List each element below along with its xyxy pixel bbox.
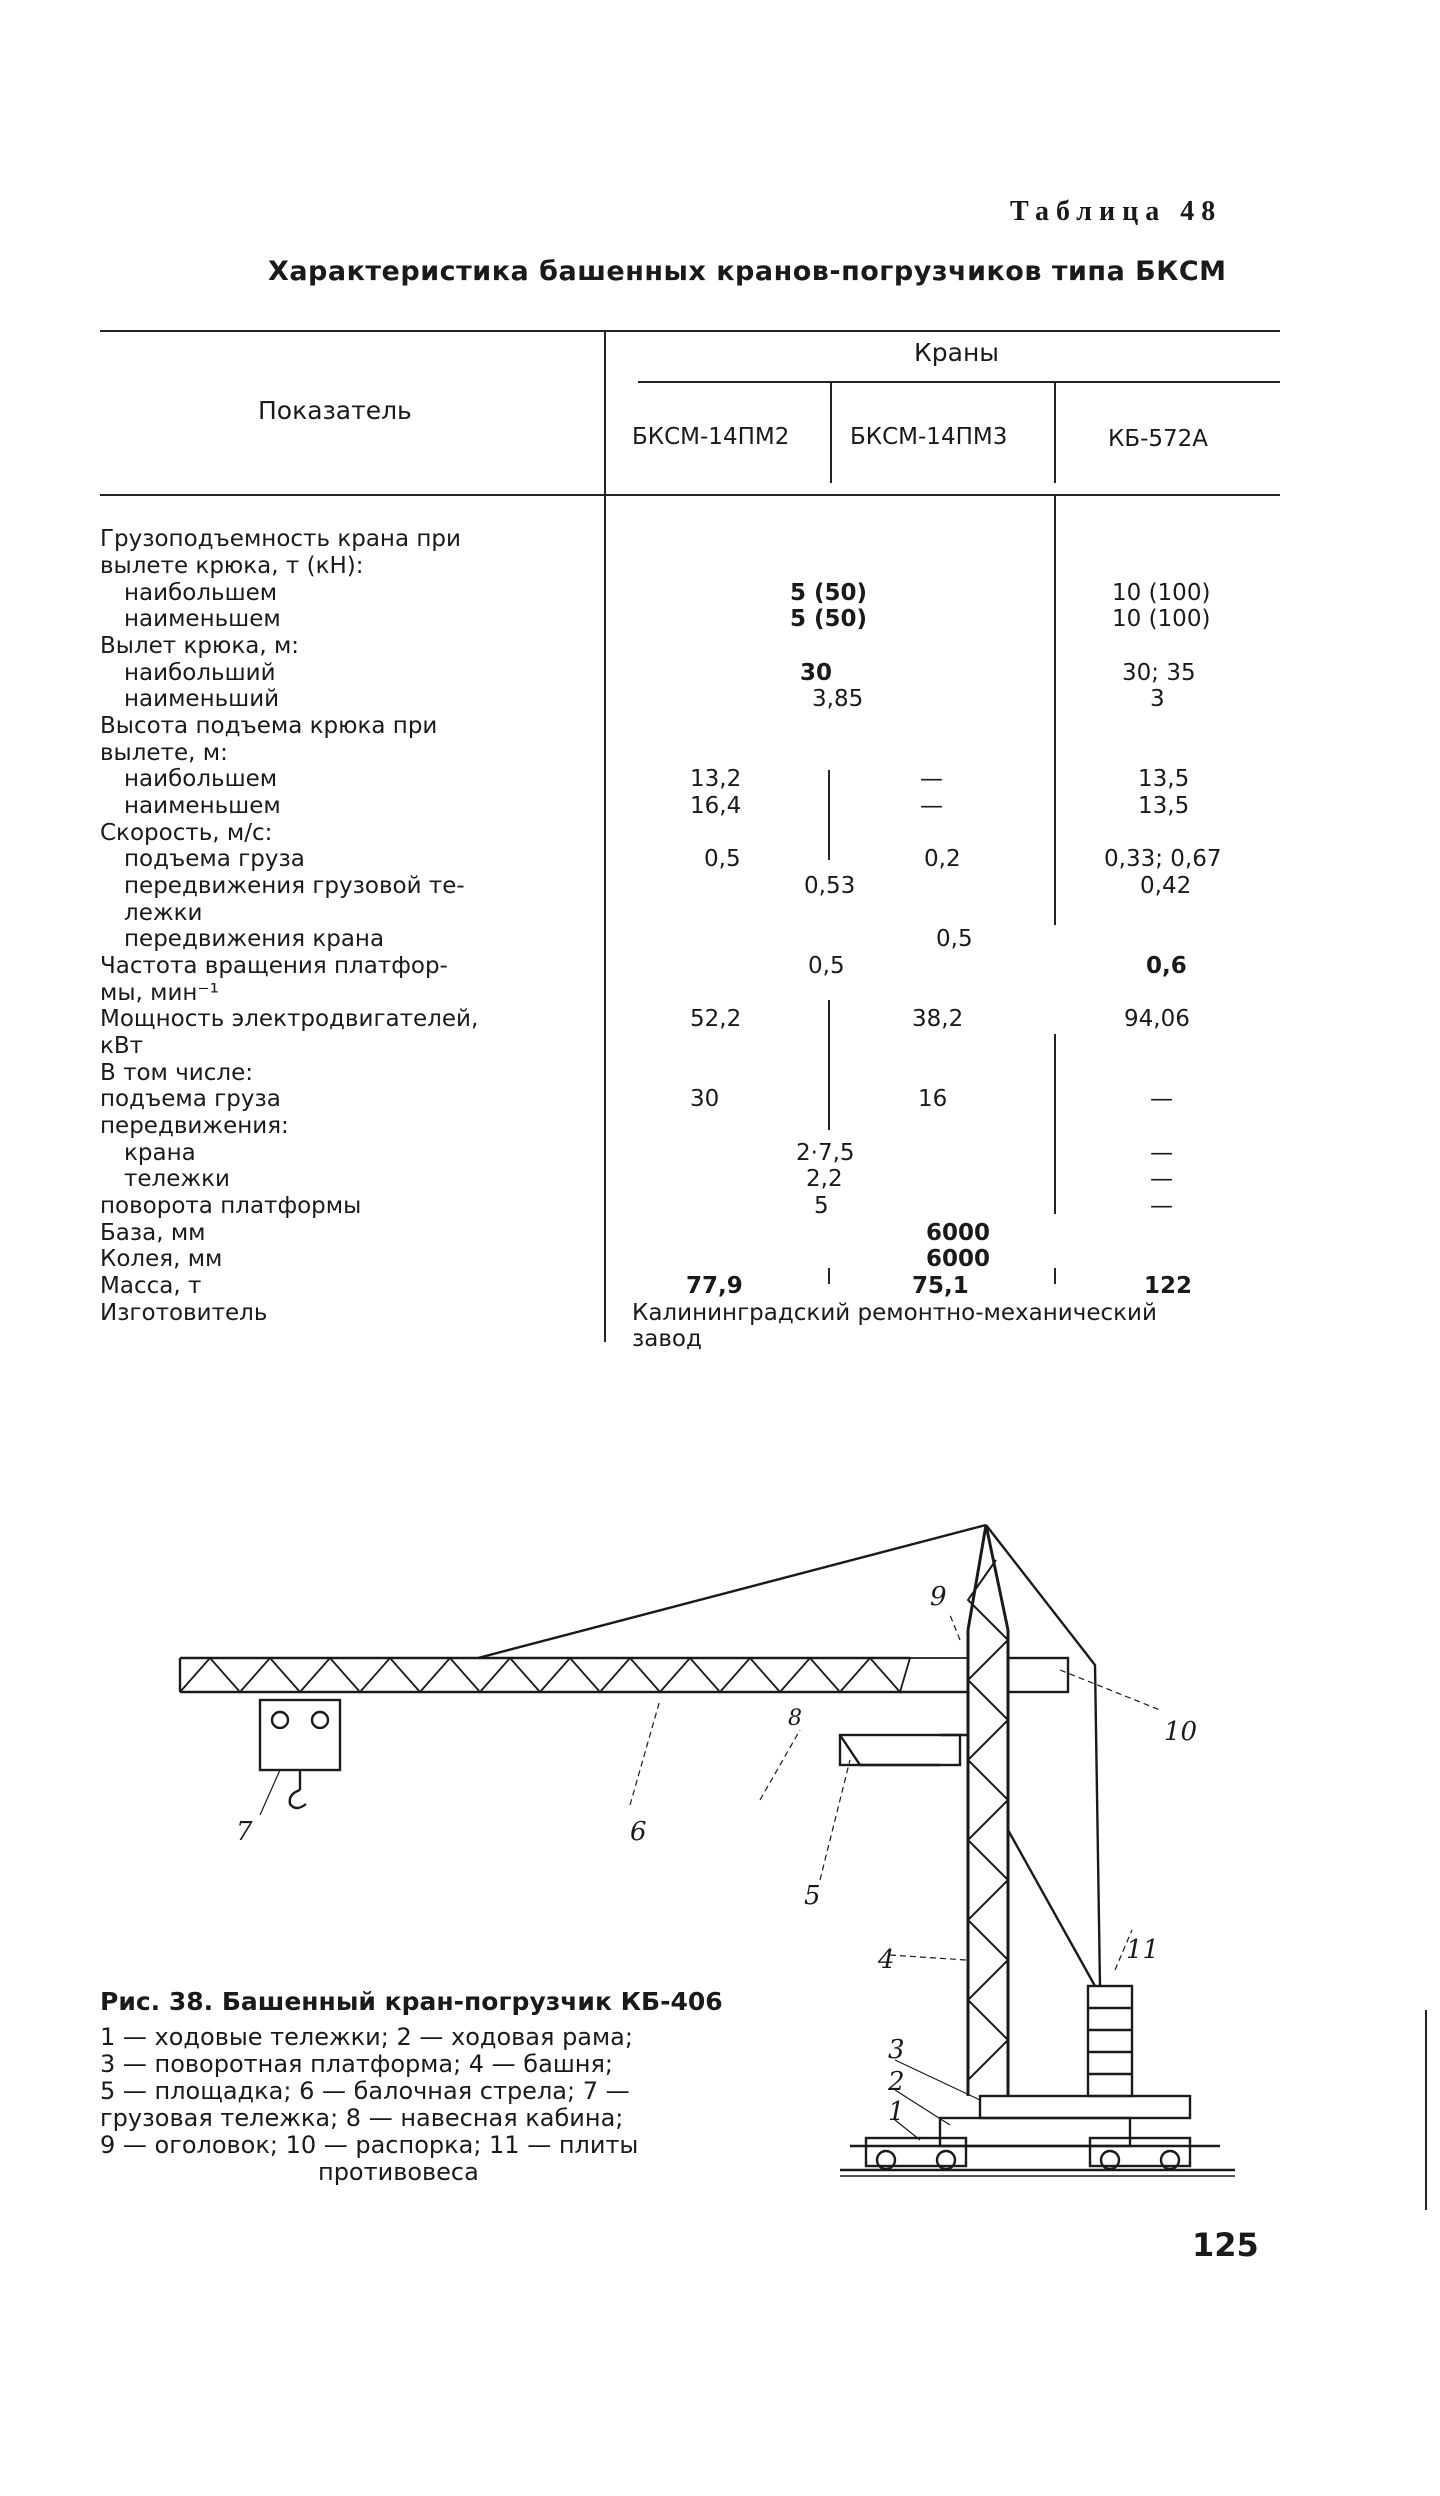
fig-label-11: 11	[1126, 1935, 1160, 1965]
label-reach: Вылет крюка, м:	[100, 633, 300, 659]
jib-root	[1008, 1658, 1068, 1692]
counterweight	[1088, 1986, 1132, 2096]
column-divider-body-2	[1054, 495, 1056, 925]
caption-title: Рис. 38. Башенный кран-погрузчик КБ-406	[100, 1987, 723, 2016]
fig-label-9: 9	[930, 1582, 947, 1612]
caption-line-5: 9 — оголовок; 10 — распорка; 11 — плиты	[100, 2131, 639, 2159]
val-p-load-c2: 16	[918, 1086, 948, 1112]
val-p-rotation-c3: —	[1150, 1193, 1173, 1219]
caption-line-4: грузовая тележка; 8 — навесная кабина;	[100, 2104, 624, 2132]
label-v-crane: передвижения крана	[124, 926, 385, 952]
val-power-c2: 38,2	[912, 1006, 964, 1032]
header-col1: БКСМ-14ПМ2	[632, 424, 790, 450]
val-track: 6000	[926, 1246, 991, 1272]
val-h-min-c1: 16,4	[690, 793, 742, 819]
caption-line-3: 5 — площадка; 6 — балочная стрела; 7 —	[100, 2077, 630, 2105]
label-including: В том числе:	[100, 1060, 254, 1086]
val-mass-c2: 75,1	[912, 1273, 969, 1299]
label-v-load: подъема груза	[124, 846, 305, 872]
group-rule	[638, 381, 1280, 383]
page-number: 125	[1192, 2226, 1259, 2264]
caption-line-2: 3 — поворотная платформа; 4 — башня;	[100, 2050, 613, 2078]
rotating-platform	[980, 2096, 1190, 2118]
caption-line-1: 1 — ходовые тележки; 2 — ходовая рама;	[100, 2023, 633, 2051]
header-col2: БКСМ-14ПМ3	[850, 424, 1008, 450]
val-p-load-c3: —	[1150, 1086, 1173, 1112]
label-capacity-b: вылете крюка, т (кН):	[100, 553, 364, 579]
label-reach-min: наименьший	[124, 686, 280, 712]
fig-label-3: 3	[888, 2035, 905, 2065]
label-rotation-b: мы, мин⁻¹	[100, 980, 219, 1006]
val-p-rotation: 5	[814, 1193, 829, 1219]
val-power-c3: 94,06	[1124, 1006, 1190, 1032]
label-mass: Масса, т	[100, 1273, 202, 1299]
val-p-crane: 2·7,5	[796, 1140, 855, 1166]
column-divider-header-1	[830, 383, 832, 483]
fig-label-7: 7	[236, 1817, 253, 1847]
label-power: Мощность электродвигателей,	[100, 1006, 479, 1032]
val-mass-c1: 77,9	[686, 1273, 743, 1299]
table-top-rule	[100, 330, 1280, 332]
label-p-travel: передвижения:	[100, 1113, 289, 1139]
val-power-c1: 52,2	[690, 1006, 742, 1032]
table-number: Таблица 48	[1010, 196, 1223, 227]
val-p-trolley: 2,2	[806, 1166, 843, 1192]
label-height: Высота подъема крюка при	[100, 713, 438, 739]
label-p-rotation: поворота платформы	[100, 1193, 362, 1219]
val-v-load-c1: 0,5	[704, 846, 741, 872]
val-h-min-c2: —	[920, 793, 943, 819]
label-p-load: подъема груза	[100, 1086, 281, 1112]
val-cap-max-c3: 10 (100)	[1112, 580, 1211, 606]
val-reach-max: 30	[800, 660, 833, 686]
label-v-trolley-b: лежки	[124, 900, 203, 926]
column-divider-header-2	[1054, 383, 1056, 483]
column-divider-body-1b	[828, 1000, 830, 1130]
val-rotation: 0,5	[808, 953, 845, 979]
val-h-max-c1: 13,2	[690, 766, 742, 792]
caption-line-6: противовеса	[318, 2158, 479, 2186]
val-cap-max: 5 (50)	[790, 580, 868, 606]
label-p-trolley: тележки	[124, 1166, 230, 1192]
val-cap-min-c3: 10 (100)	[1112, 606, 1211, 632]
trolley	[260, 1700, 340, 1770]
val-v-trolley: 0,53	[804, 873, 856, 899]
jib-pendant	[478, 1525, 986, 1658]
fig-label-5: 5	[804, 1881, 821, 1911]
val-v-load-c3: 0,33; 0,67	[1104, 846, 1222, 872]
column-divider-mass-1	[828, 1268, 830, 1284]
val-h-min-c3: 13,5	[1138, 793, 1190, 819]
fig-label-6: 6	[630, 1817, 647, 1847]
column-divider-body-1a	[828, 770, 830, 860]
fig-label-10: 10	[1164, 1717, 1198, 1747]
val-base: 6000	[926, 1220, 991, 1246]
running-frame	[940, 2118, 1130, 2146]
val-maker: Калининградский ремонтно-механический	[632, 1300, 1157, 1326]
val-reach-max-c3: 30; 35	[1122, 660, 1196, 686]
label-track: Колея, мм	[100, 1246, 223, 1272]
hook	[290, 1790, 306, 1808]
label-cap-min: наименьшем	[124, 606, 281, 632]
val-reach-min: 3,85	[812, 686, 864, 712]
header-param: Показатель	[258, 396, 412, 425]
val-cap-min: 5 (50)	[790, 606, 868, 632]
label-height-b: вылете, м:	[100, 740, 228, 766]
val-v-trolley-c3: 0,42	[1140, 873, 1192, 899]
val-mass-c3: 122	[1144, 1273, 1193, 1299]
column-divider-body-2b	[1054, 1034, 1056, 1214]
fig-label-1: 1	[888, 2097, 905, 2127]
val-rotation-c3: 0,6	[1146, 953, 1187, 979]
column-divider-main	[604, 330, 606, 1342]
val-v-crane: 0,5	[936, 926, 973, 952]
strut	[986, 1525, 1100, 1986]
val-p-load-c1: 30	[690, 1086, 720, 1112]
fig-label-4: 4	[878, 1945, 895, 1975]
val-maker-b: завод	[632, 1326, 702, 1352]
table-title: Характеристика башенных кранов-погрузчиков типа БКСМ	[268, 256, 1227, 287]
label-v-trolley: передвижения грузовой те-	[124, 873, 465, 899]
column-divider-mass-2	[1054, 1268, 1056, 1284]
val-p-trolley-c3: —	[1150, 1166, 1173, 1192]
label-h-max: наибольшем	[124, 766, 278, 792]
label-rotation: Частота вращения платфор-	[100, 953, 448, 979]
label-p-crane: крана	[124, 1140, 196, 1166]
header-col3: КБ-572А	[1108, 426, 1209, 452]
val-h-max-c2: —	[920, 766, 943, 792]
label-cap-max: наибольшем	[124, 580, 278, 606]
fig-label-8: 8	[788, 1706, 802, 1731]
label-capacity: Грузоподъемность крана при	[100, 526, 461, 552]
scan-edge-mark	[1425, 2010, 1427, 2210]
val-p-crane-c3: —	[1150, 1140, 1173, 1166]
header-bottom-rule	[100, 494, 1280, 496]
label-maker: Изготовитель	[100, 1300, 268, 1326]
label-power-b: кВт	[100, 1033, 144, 1059]
label-speed: Скорость, м/с:	[100, 820, 273, 846]
val-h-max-c3: 13,5	[1138, 766, 1190, 792]
val-v-load-c2: 0,2	[924, 846, 961, 872]
label-h-min: наименьшем	[124, 793, 281, 819]
header-group: Краны	[914, 338, 1000, 367]
label-reach-max: наибольший	[124, 660, 276, 686]
val-reach-min-c3: 3	[1150, 686, 1165, 712]
fig-label-2: 2	[888, 2067, 905, 2097]
label-base: База, мм	[100, 1220, 206, 1246]
